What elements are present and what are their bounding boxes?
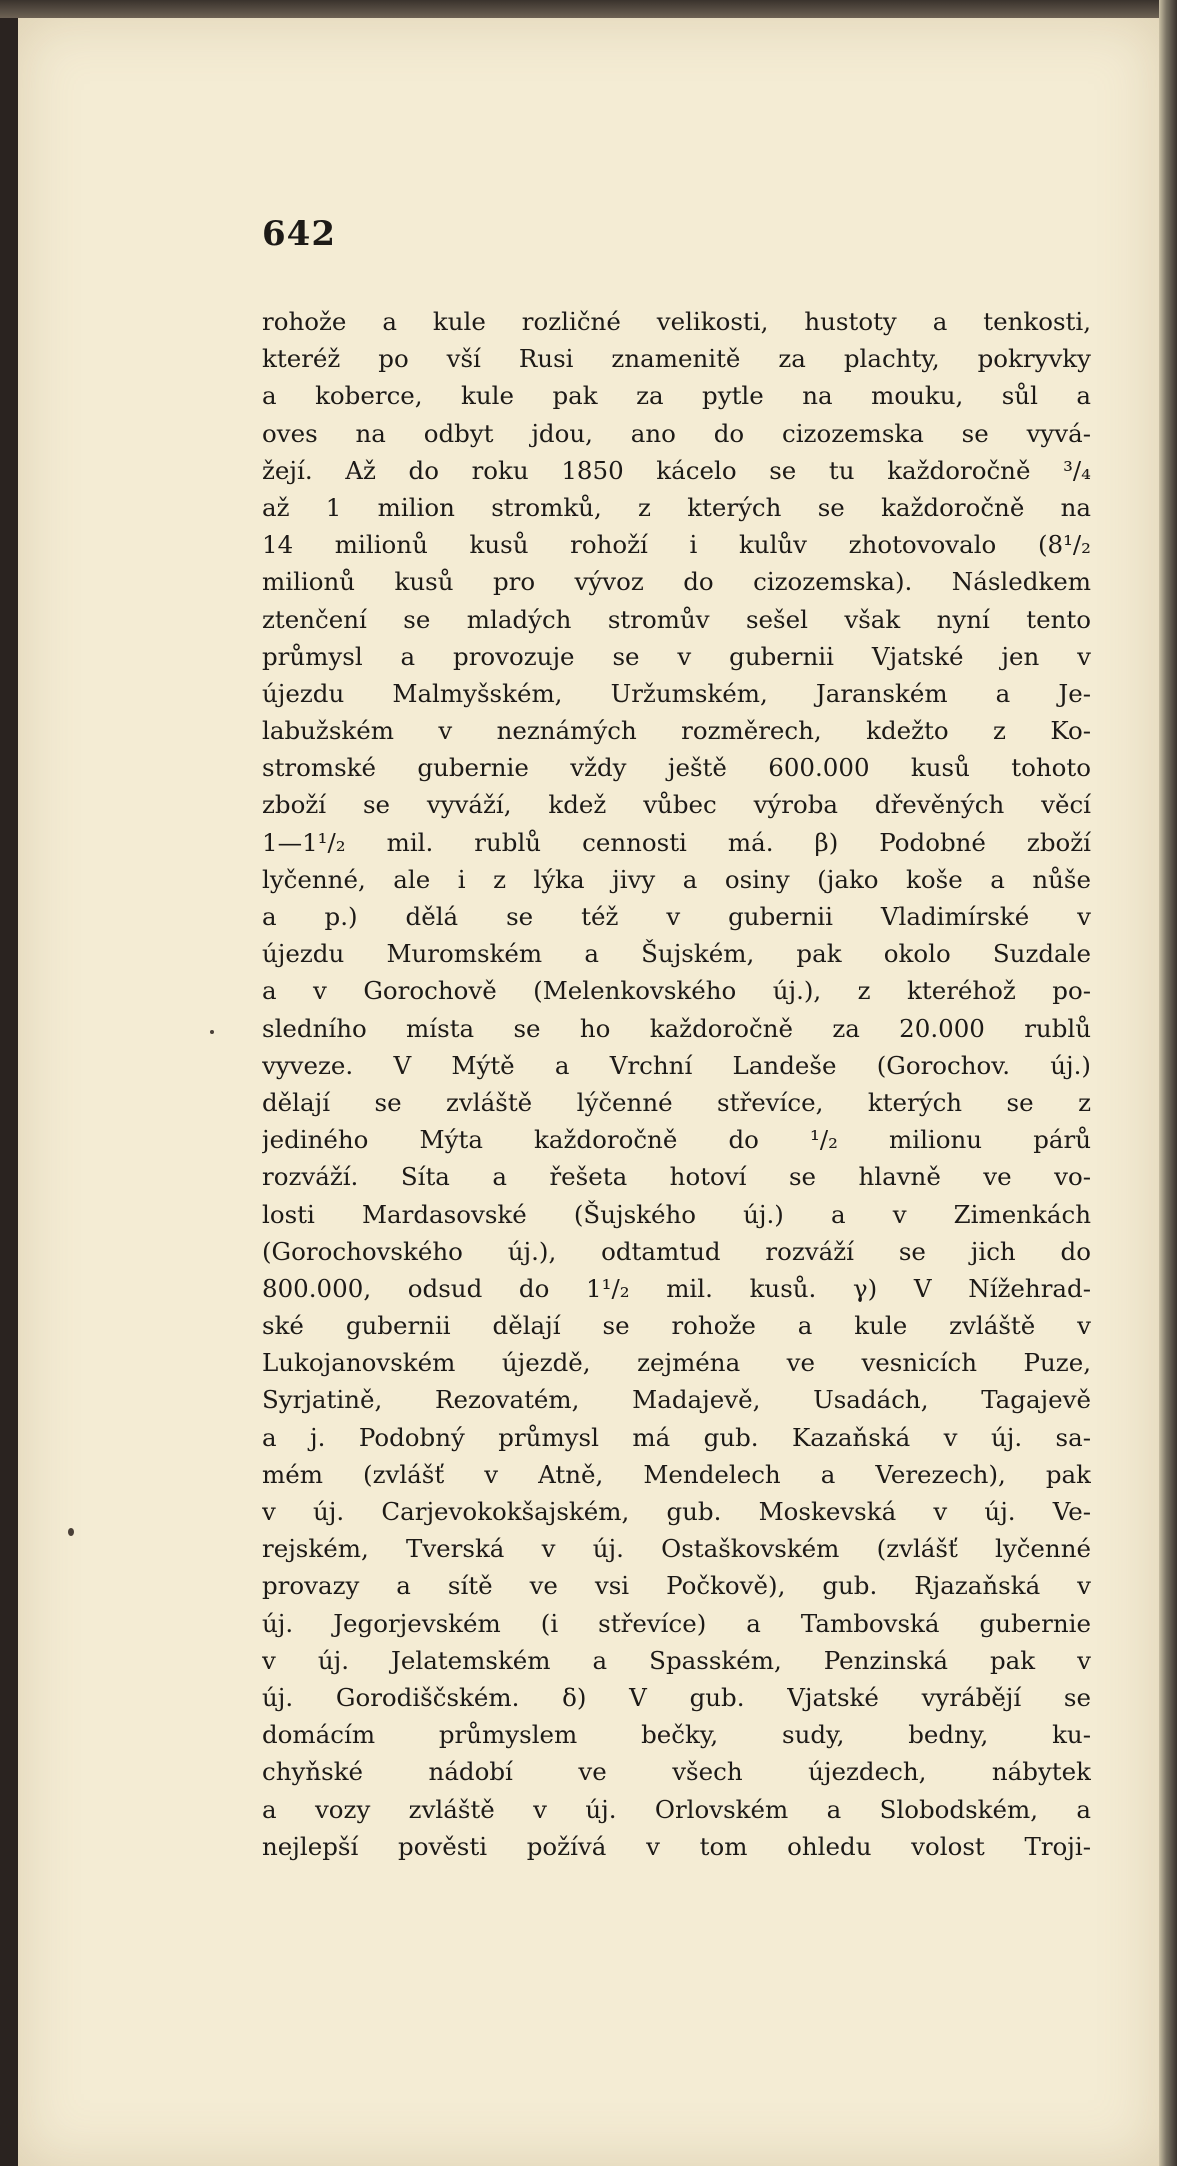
text-line: v új. Jelatemském a Spasském, Penzinská pak v bbox=[262, 1645, 1091, 1675]
text-line: sledního místa se ho každoročně za 20.000 rublů bbox=[262, 1013, 1091, 1043]
text-line: průmysl a provozuje se v gubernii Vjatské jen v bbox=[262, 641, 1091, 671]
text-line: lyčenné, ale i z lýka jivy a osiny (jako koše a nůše bbox=[262, 864, 1091, 894]
text-line: rozváží. Síta a řešeta hotoví se hlavně ve vo- bbox=[262, 1162, 1091, 1192]
text-line: rohože a kule rozličné velikosti, hustoty a tenkosti, bbox=[262, 307, 1091, 336]
text-line: ské gubernii dělají se rohože a kule zvláště v bbox=[262, 1311, 1091, 1341]
text-line: vyveze. V Mýtě a Vrchní Landeše (Gorochov. új.) bbox=[262, 1050, 1091, 1080]
text-line: ztenčení se mladých stromův sešel však nyní tento bbox=[262, 604, 1091, 634]
text-line: mém (zvlášť v Atně, Mendelech a Verezech), pak bbox=[262, 1459, 1091, 1489]
text-line: provazy a sítě ve vsi Počkově), gub. Rjazaňská v bbox=[262, 1571, 1091, 1601]
text-line: újezdu Muromském a Šujském, pak okolo Suzdale bbox=[262, 939, 1091, 969]
text-line: oves na odbyt jdou, ano do cizozemska se vyvá- bbox=[262, 418, 1091, 448]
text-line: rejském, Tverská v új. Ostaškovském (zvlášť lyčenné bbox=[262, 1534, 1091, 1564]
paper-speck bbox=[68, 1528, 74, 1536]
text-line: dělají se zvláště lýčenné střevíce, kterých se z bbox=[262, 1087, 1091, 1117]
text-line: új. Jegorjevském (i střevíce) a Tambovská gubernie bbox=[262, 1608, 1091, 1638]
text-line: 14 milionů kusů rohoží i kulův zhotovovalo (8¹/₂ bbox=[262, 530, 1091, 560]
text-line: a p.) dělá se též v gubernii Vladimírské v bbox=[262, 902, 1091, 931]
text-line: žejí. Až do roku 1850 kácelo se tu každoročně ³/₄ bbox=[262, 455, 1091, 485]
text-line: labužském v neznámých rozměrech, kdežto z Ko- bbox=[262, 716, 1091, 746]
text-line: nejlepší pověsti požívá v tom ohledu volost Troji- bbox=[262, 1831, 1091, 1861]
text-line: a koberce, kule pak za pytle na mouku, sůl a bbox=[262, 381, 1091, 411]
page-number: 642 bbox=[262, 214, 336, 254]
text-line: a j. Podobný průmysl má gub. Kazaňská v új. sa- bbox=[262, 1422, 1091, 1452]
text-line: 1—1¹/₂ mil. rublů cennosti má. β) Podobné zboží bbox=[262, 827, 1091, 857]
text-line: chyňské nádobí ve všech újezdech, nábytek bbox=[262, 1757, 1091, 1787]
text-line: Syrjatině, Rezovatém, Madajevě, Usadách, Tagajevě bbox=[262, 1385, 1091, 1415]
text-line: domácím průmyslem bečky, sudy, bedny, ku- bbox=[262, 1720, 1091, 1750]
page-top-edge bbox=[0, 0, 1177, 18]
text-line: a v Gorochově (Melenkovského új.), z kteréhož po- bbox=[262, 976, 1091, 1006]
text-line: új. Gorodiščském. δ) V gub. Vjatské vyrábějí se bbox=[262, 1682, 1091, 1712]
text-line: losti Mardasovské (Šujského új.) a v Zimenkách bbox=[262, 1199, 1091, 1229]
text-line: kteréž po vší Rusi znamenitě za plachty, pokryvky bbox=[262, 344, 1091, 374]
text-line: újezdu Malmyšském, Uržumském, Jaranském a Je- bbox=[262, 678, 1091, 708]
text-line: až 1 milion stromků, z kterých se každoročně na bbox=[262, 492, 1091, 522]
text-line: jediného Mýta každoročně do ¹/₂ milionu párů bbox=[262, 1125, 1091, 1155]
page-binding-edge bbox=[1159, 0, 1177, 2166]
text-line: v új. Carjevokokšajském, gub. Moskevská v új. Ve- bbox=[262, 1497, 1091, 1526]
text-line: milionů kusů pro vývoz do cizozemska). Následkem bbox=[262, 567, 1091, 597]
text-line: a vozy zvláště v új. Orlovském a Slobodském, a bbox=[262, 1794, 1091, 1824]
body-text bbox=[262, 303, 1091, 1865]
text-line: 800.000, odsud do 1¹/₂ mil. kusů. γ) V Nížehrad- bbox=[262, 1273, 1091, 1303]
text-line: zboží se vyváží, kdež vůbec výroba dřevěných věcí bbox=[262, 790, 1091, 820]
paper-speck bbox=[210, 1030, 214, 1034]
text-line: (Gorochovského új.), odtamtud rozváží se jich do bbox=[262, 1236, 1091, 1266]
text-line: Lukojanovském újezdě, zejména ve vesnicích Puze, bbox=[262, 1348, 1091, 1378]
text-line: stromské gubernie vždy ještě 600.000 kusů tohoto bbox=[262, 753, 1091, 783]
